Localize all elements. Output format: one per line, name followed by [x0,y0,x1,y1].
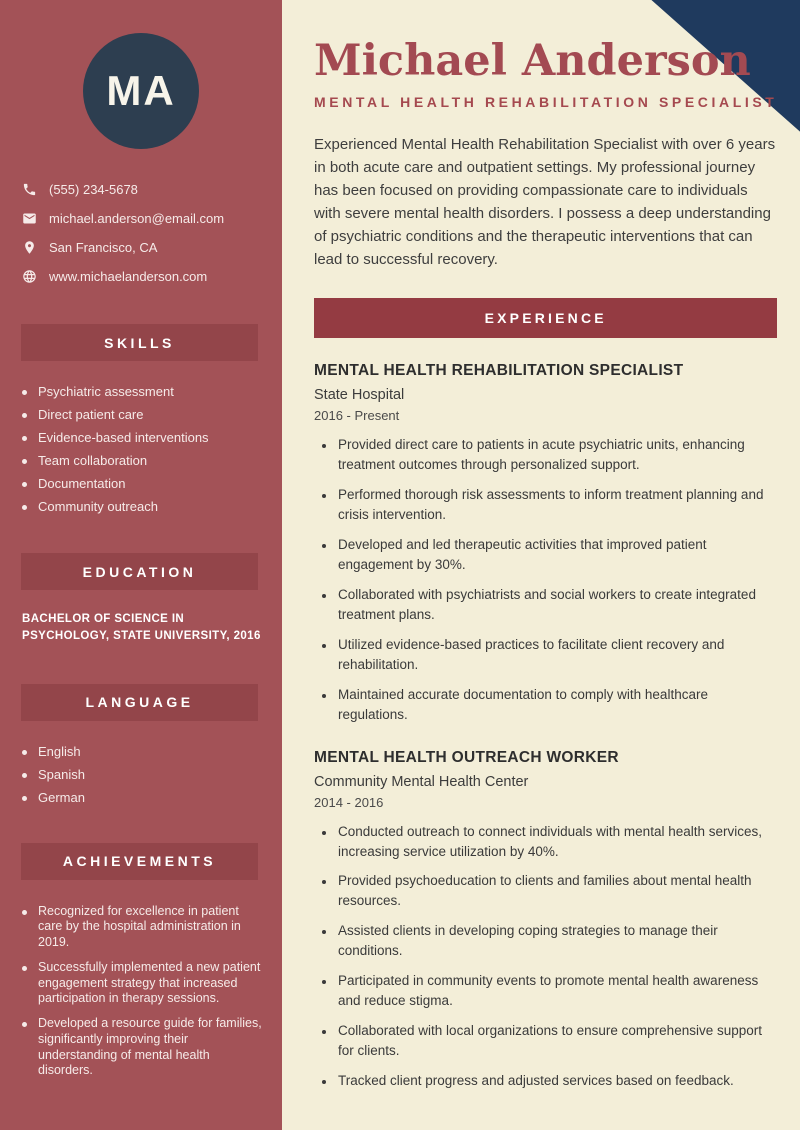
sidebar [0,0,282,1130]
job-bullet: • Provided psychoeducation to clients and families about mental health resources. [336,871,777,911]
achievements-list [0,904,282,1089]
bullet-icon [22,482,27,487]
language-item [22,791,266,804]
contact-email[interactable] [22,211,262,226]
skills-section-title: SKILLS [104,334,175,351]
job-bullet: • Conducted outreach to connect individuals with mental health services, increasing service utilization by 40%. [336,822,777,862]
contact-phone [22,182,262,197]
skill-item-label: Team collaboration [38,453,148,468]
bullet-icon [22,1022,27,1027]
job-bullet: • Maintained accurate documentation to comply with healthcare regulations. [336,685,777,725]
skill-item [22,477,266,490]
job-entry-2 [314,749,777,1092]
job-company: Community Mental Health Center [314,773,529,790]
language-item-label: Spanish [38,766,85,782]
job-bullet: • Provided direct care to patients in acute psychiatric units, enhancing treatment outcomes through personalized support. [336,435,777,475]
job-bullet-list [314,822,777,1092]
skills-section-header [21,324,258,361]
experience-section-title: EXPERIENCE [484,309,607,326]
avatar-initials: MA [106,67,176,114]
contact-location [22,240,262,255]
bullet-icon [22,750,27,755]
skill-item-label: Community outreach [38,499,158,514]
location-icon [22,240,37,255]
achievement-item-label: Successfully implemented a new patient engagement strategy that increased participation in therapy sessions. [38,959,261,1006]
language-item-label: English [38,743,81,759]
achievements-section-title: ACHIEVEMENTS [62,853,217,869]
bullet-icon [22,436,27,441]
bullet-icon [22,413,27,418]
contact-website[interactable] [22,269,262,284]
job-bullet: • Collaborated with psychiatrists and social workers to create integrated treatment plans. [336,585,777,625]
professional-title: MENTAL HEALTH REHABILITATION SPECIALIST [314,94,778,111]
language-item [22,768,266,781]
page-title: Michael Anderson [314,36,751,86]
job-bullet: • Collaborated with local organizations to ensure comprehensive support for clients. [336,1021,777,1061]
avatar [83,33,199,149]
skills-list [0,385,282,523]
contact-email-label[interactable]: michael.anderson@email.com [49,211,225,226]
education-section-header [21,553,258,590]
education-degree: BACHELOR OF SCIENCE IN PSYCHOLOGY, STATE UNIVERSITY, 2016 [22,613,261,643]
skill-item [22,431,266,444]
language-item [22,745,266,758]
contact-location-label: San Francisco, CA [49,240,158,255]
achievement-item [22,904,266,951]
skill-item-label: Evidence-based interventions [38,430,209,445]
bullet-icon [22,773,27,778]
language-list [0,745,282,814]
achievement-item-label: Recognized for excellence in patient care by the hospital administration in 2019. [38,903,241,949]
job-dates: 2014 - 2016 [314,794,384,810]
job-bullet: • Performed thorough risk assessments to inform treatment planning and crisis intervention. [336,485,777,525]
globe-icon [22,269,37,284]
bullet-icon [22,505,27,510]
job-entry-1 [314,362,777,725]
skill-item [22,385,266,398]
bullet-icon [22,796,27,801]
bullet-icon [22,459,27,464]
job-bullet: • Assisted clients in developing coping strategies to manage their conditions. [336,921,777,961]
job-bullet: • Developed and led therapeutic activities that improved patient engagement by 30%. [336,535,777,575]
contact-website-label[interactable]: www.michaelanderson.com [49,269,208,284]
experience-section-header [314,298,777,338]
bullet-icon [22,390,27,395]
education-section-title: EDUCATION [82,563,197,580]
job-dates: 2016 - Present [314,407,400,423]
job-bullet: • Tracked client progress and adjusted services based on feedback. [336,1071,777,1091]
phone-icon [22,182,37,197]
profile-summary: Experienced Mental Health Rehabilitation Specialist with over 6 years in both acute care and outpatient settings. My professional journey has been focused on providing compassionate care to individuals with severe mental health disorders. I possess a deep understanding of psychiatric conditions and the therapeutic interventions that can lead to successful recovery. [314,136,776,268]
contact-phone-label: (555) 234-5678 [49,182,138,197]
language-section-header [21,684,258,721]
achievement-item [22,960,266,1007]
language-item-label: German [38,789,85,805]
job-bullet-list [314,435,777,725]
main-content [282,0,800,1130]
skill-item-label: Direct patient care [38,407,144,422]
achievement-item [22,1016,266,1079]
skill-item [22,454,266,467]
achievement-item-label: Developed a resource guide for families, significantly improving their understanding of mental health disorders. [38,1016,262,1078]
achievements-section-header [21,843,258,880]
job-title: MENTAL HEALTH OUTREACH WORKER [314,748,619,766]
job-bullet: • Participated in community events to promote mental health awareness and reduce stigma. [336,971,777,1011]
skill-item [22,408,266,421]
bullet-icon [22,966,27,971]
bullet-icon [22,910,27,915]
job-company: State Hospital [314,386,405,403]
skill-item-label: Documentation [38,476,126,491]
skill-item-label: Psychiatric assessment [38,384,174,399]
email-icon [22,211,37,226]
job-title: MENTAL HEALTH REHABILITATION SPECIALIST [314,361,684,379]
language-section-title: LANGUAGE [85,694,194,710]
job-bullet: • Utilized evidence-based practices to facilitate client recovery and rehabilitation. [336,635,777,675]
contact-list [0,182,282,298]
skill-item [22,500,266,513]
